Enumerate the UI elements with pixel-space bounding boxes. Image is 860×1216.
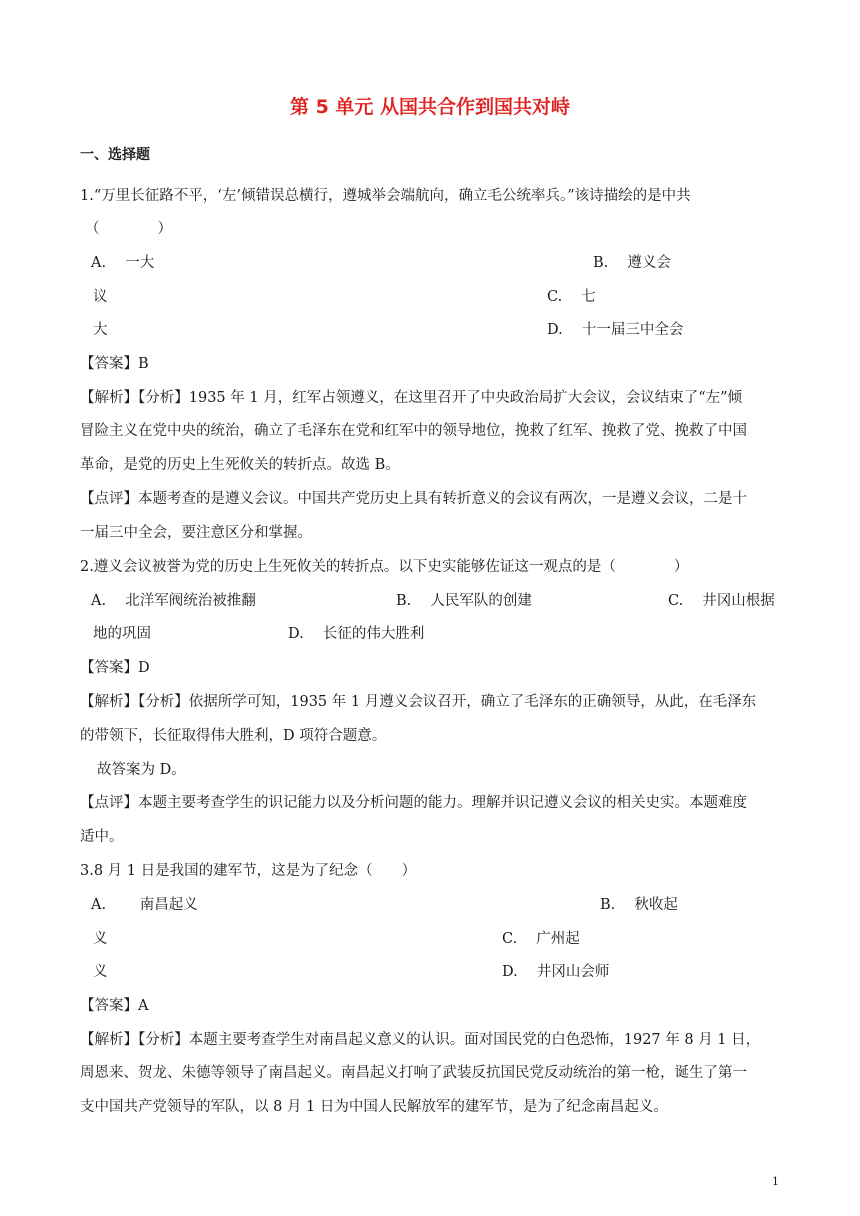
q1-stem-line1: 1.“万里长征路不平，‘左’倾错误总横行，遵城举会端航向，确立毛公统率兵。”该诗描绘的是中共 bbox=[80, 188, 691, 204]
q3-analysis-line3: 支中国共产党领导的军队，以 8 月 1 日为中国人民解放军的建军节，是为了纪念南昌起义。 bbox=[80, 1099, 668, 1115]
q1-comment-line1: 【点评】本题考查的是遵义会议。中国共产党历史上具有转折意义的会议有两次，一是遵义会议，二是十 bbox=[80, 491, 747, 507]
q1-option-fragment: 大 bbox=[93, 322, 108, 338]
q3-option-fragment: 义 bbox=[93, 931, 108, 947]
q2-answer: 【答案】D bbox=[80, 660, 150, 676]
q2-analysis-line2: 的带领下，长征取得伟大胜利，D 项符合题意。 bbox=[80, 728, 387, 744]
q2-option-d: D. 长征的伟大胜利 bbox=[288, 626, 425, 642]
q1-analysis-line1: 【解析】【分析】1935 年 1 月，红军占领遵义，在这里召开了中央政治局扩大会议，会议结束了“左”倾 bbox=[80, 390, 743, 406]
q1-option-fragment: 议 bbox=[93, 289, 108, 305]
q3-stem: 3.8 月 1 日是我国的建军节，这是为了纪念（ ） bbox=[80, 863, 417, 879]
q3-option-d: D. 井冈山会师 bbox=[502, 964, 610, 980]
q2-option-fragment: 地的巩固 bbox=[93, 626, 151, 642]
q2-option-a: A. 北洋军阀统治被推翻 bbox=[91, 593, 256, 609]
page-number: 1 bbox=[772, 1175, 779, 1188]
q1-option-a: A. 一大 bbox=[91, 255, 155, 271]
q2-analysis-line3: 故答案为 D。 bbox=[97, 762, 186, 778]
q1-stem-line2: （ ） bbox=[85, 221, 172, 237]
q3-answer: 【答案】A bbox=[80, 998, 149, 1014]
page-title: 第 5 单元 从国共合作到国共对峙 bbox=[289, 96, 571, 118]
q3-analysis-line1: 【解析】【分析】本题主要考查学生对南昌起义意义的认识。面对国民党的白色恐怖，1927 年 8 月 1 日， bbox=[80, 1032, 761, 1048]
section-heading: 一、选择题 bbox=[80, 147, 150, 163]
q1-comment-line2: 一届三中全会，要注意区分和掌握。 bbox=[80, 525, 312, 541]
q3-option-c: C. 广州起 bbox=[502, 931, 580, 947]
q1-option-c: C. 七 bbox=[547, 289, 596, 305]
q1-answer: 【答案】B bbox=[80, 356, 149, 372]
q2-comment-line1: 【点评】本题主要考查学生的识记能力以及分析问题的能力。理解并识记遵义会议的相关史实。本题难度 bbox=[80, 795, 747, 811]
q3-option-b: B. 秋收起 bbox=[600, 897, 678, 913]
q3-analysis-line2: 周恩来、贺龙、朱德等领导了南昌起义。南昌起义打响了武装反抗国民党反动统治的第一枪，诞生了第一 bbox=[80, 1065, 747, 1081]
q2-stem: 2.遵义会议被誉为党的历史上生死攸关的转折点。以下史实能够佐证这一观点的是（ ） bbox=[80, 559, 689, 575]
q3-option-a: A. 南昌起义 bbox=[91, 897, 198, 913]
q3-option-fragment: 义 bbox=[93, 964, 108, 980]
q2-option-b: B. 人民军队的创建 bbox=[396, 593, 532, 609]
q2-comment-line2: 适中。 bbox=[80, 829, 124, 845]
q1-option-b: B. 遵义会 bbox=[593, 255, 671, 271]
q1-option-d: D. 十一届三中全会 bbox=[547, 322, 684, 338]
q1-analysis-line3: 革命，是党的历史上生死攸关的转折点。故选 B。 bbox=[80, 457, 400, 473]
q2-analysis-line1: 【解析】【分析】依据所学可知，1935 年 1 月遵义会议召开，确立了毛泽东的正确领导，从此，在毛泽东 bbox=[80, 694, 757, 710]
q2-option-c: C. 井冈山根据 bbox=[668, 593, 775, 609]
q1-analysis-line2: 冒险主义在党中央的统治，确立了毛泽东在党和红军中的领导地位，挽救了红军、挽救了党、挽救了中国 bbox=[80, 423, 747, 439]
